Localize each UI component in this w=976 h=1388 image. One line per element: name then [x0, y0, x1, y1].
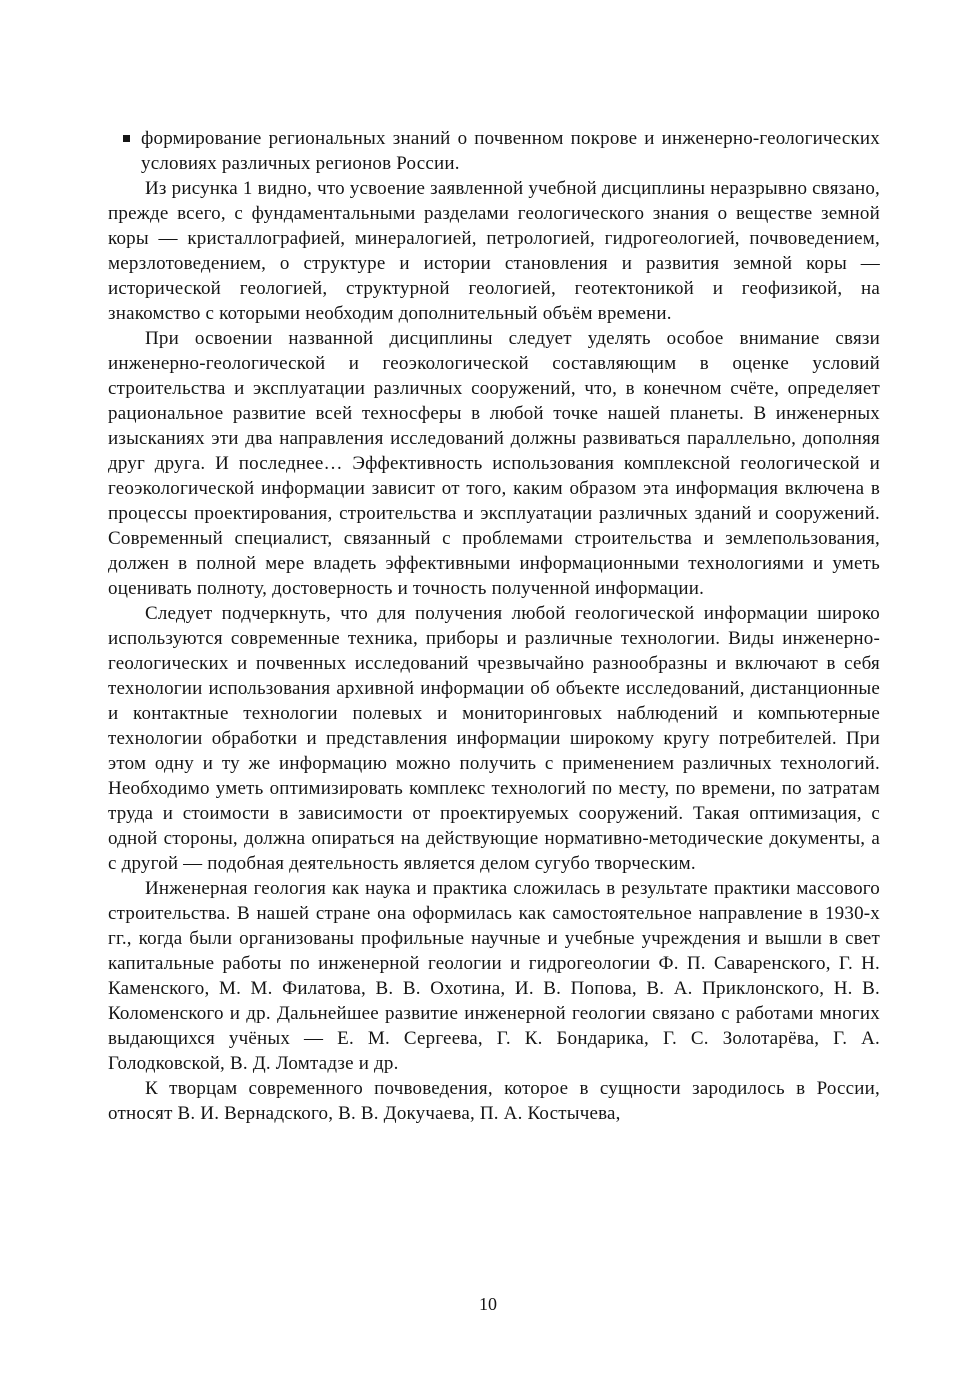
bullet-square-icon [123, 135, 130, 142]
bullet-marker-cell [108, 126, 141, 151]
paragraph: Инженерная геология как наука и практика сложилась в результате практики массового строительства. В нашей стране она оформилась как самостоятельное направление в 1930-х гг., когда были организованы профильные научные и учебные учреждения и вышли в свет капитальные работы по инженерной геологии и гидрогеологии Ф. П. Саваренского, Г. Н. Каменского, М. М. Филатова, В. В. Охотина, И. В. Попова, В. А. Приклонского, Н. В. Коломенского и др. Дальнейшее развитие инженерной геологии связано с работами многих выдающихся учёных — Е. М. Сергеева, Г. К. Бондарика, Г. С. Золотарёва, Г. А. Голодковской, В. Д. Ломтадзе и др. [108, 878, 880, 1074]
bullet-item-text: формирование региональных знаний о почвенном покрове и инженерно-геологических условиях различных регионов России. [141, 128, 880, 174]
paragraph: Следует подчеркнуть, что для получения любой геологической информации широко используются современные техника, приборы и различные технологии. Виды инженерно-геологических и почвенных исследований чрезвычайно разнообразны и включают в себя технологии использования архивной информации об объекте исследований, дистанционные и контактные технологии полевых и мониторинговых наблюдений и компьютерные технологии обработки и представления информации широкому кругу потребителей. При этом одну и ту же информацию можно получить с применением различных технологий. Необходимо уметь оптимизировать комплекс технологий по месту, по времени, по затратам труда и стоимости в зависимости от проектируемых сооружений. Такая оптимизация, с одной стороны, должна опираться на действующие нормативно-методические документы, а с другой — подобная деятельность является делом сугубо творческим. [108, 603, 880, 874]
paragraph: При освоении названной дисциплины следует уделять особое внимание связи инженерно-геологической и геоэкологической составляющим в оценке условий строительства и эксплуатации различных сооружений, что, в конечном счёте, определяет рациональное развитие всей техносферы в любой точке нашей планеты. В инженерных изысканиях эти два направления исследований должны развиваться параллельно, дополняя друг друга. И последнее… Эффективность использования комплексной геологической и геоэкологической информации зависит от того, каким образом эта информация включена в процессы проектирования, строительства и эксплуатации различных зданий и сооружений. Современный специалист, связанный с проблемами строительства и землепользования, должен в полной мере владеть эффективными информационными технологиями и уметь оценивать полноту, достоверность и точность полученной информации. [108, 328, 880, 599]
paragraph: Из рисунка 1 видно, что усвоение заявленной учебной дисциплины неразрывно связано, прежде всего, с фундаментальными разделами геологического знания о веществе земной коры — кристаллографией, минералогией, петрологией, гидрогеологией, почвоведением, мерзлотоведением, о структуре и истории становления и развития земной коры — исторической геологией, структурной геологией, геотектоникой и геофизикой, на знакомство с которыми необходим дополнительный объём времени. [108, 178, 880, 324]
page-number: 10 [479, 1294, 497, 1314]
bullet-list-item [108, 126, 880, 176]
paragraph: К творцам современного почвоведения, которое в сущности зародилось в России, относят В. И. Вернадского, В. В. Докучаева, П. А. Костычева, [108, 1078, 880, 1124]
page-content [108, 126, 880, 1126]
